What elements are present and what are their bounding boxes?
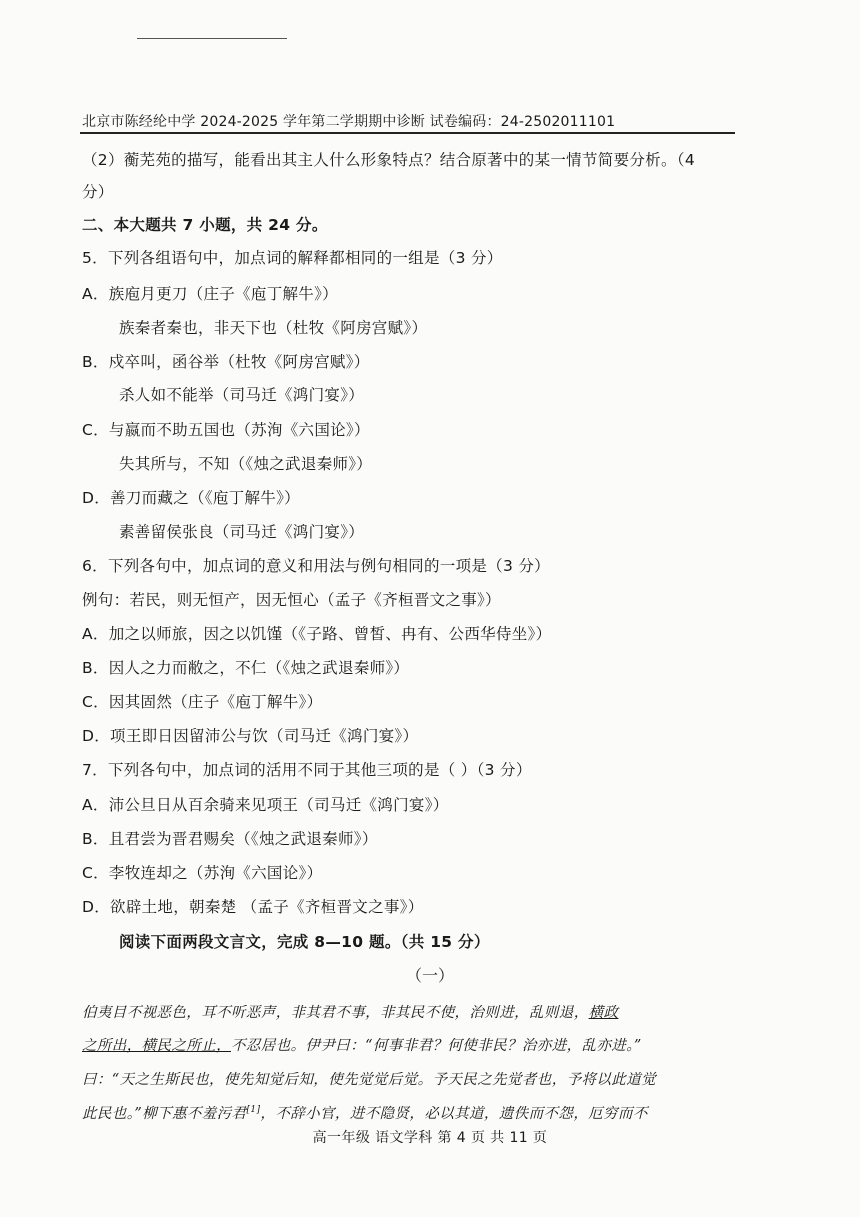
passage-line-2 [82,1034,762,1055]
q6-example: 例句：若民，则无恒产，因无恒心（孟子《齐桓晋文之事》） [82,591,501,609]
q5-option-b1: B．戍卒叫，函谷举（杜牧《阿房宫赋》） [82,353,370,371]
section2-title: 二、本大题共 7 小题，共 24 分。 [82,216,328,234]
passage-line-1 [82,1001,762,1022]
exam-header: 北京市陈经纶中学 2024-2025 学年第二学期期中诊断 试卷编码：24-2502011101 [82,114,616,130]
passage-text: ，不辞小官，进不隐贤，必以其道，遗佚而不怨，厄穷而不 [260,1106,648,1122]
footnote-marker: [1] [246,1105,261,1116]
q7-option-a: A．沛公旦日从百余骑来见项王（司马迁《鸿门宴》） [82,796,449,814]
reading-instruction: 阅读下面两段文言文，完成 8—10 题。（共 15 分） [119,933,490,951]
q5-option-d2: 素善留侯张良（司马迁《鸿门宴》） [119,523,365,541]
q4-2-line2: 分） [82,183,114,201]
passage-text: 伯夷目不视恶色，耳不听恶声，非其君不事，非其民不使，治则进，乱则退， [82,1005,589,1021]
q7-option-d: D．欲辟土地，朝秦楚 （孟子《齐桓晋文之事》） [82,898,424,916]
passage-underlined-text: 横政 [588,1005,619,1021]
q5-stem: 5．下列各组语句中，加点词的解释都相同的一组是（3 分） [82,249,503,267]
q4-2-line1: （2）蘅芜苑的描写，能看出其主人什么形象特点？结合原著中的某一情节简要分析。（4 [82,151,695,169]
passage-underlined-text: 之所出，横民之所止， [82,1038,231,1054]
q5-option-c1: C．与嬴而不助五国也（苏洵《六国论》） [82,421,370,439]
q7-stem: 7．下列各句中，加点词的活用不同于其他三项的是（ ）（3 分） [82,761,532,779]
passage-line-4 [82,1102,762,1123]
q5-option-d1: D．善刀而藏之（《庖丁解牛》） [82,489,300,507]
q5-option-a1: A．族庖月更刀（庄子《庖丁解牛》） [82,285,338,303]
q5-option-a2: 族秦者秦也，非天下也（杜牧《阿房宫赋》） [119,319,428,337]
q6-option-c: C．因其固然（庄子《庖丁解牛》） [82,693,323,711]
q7-option-c: C．李牧连却之（苏洵《六国论》） [82,864,323,882]
q6-option-d: D．项王即日因留沛公与饮（司马迁《鸿门宴》） [82,727,419,745]
passage-text: 不忍居也。伊尹曰：“何事非君？何使非民？治亦进，乱亦进。” [231,1038,642,1054]
q5-option-b2: 杀人如不能举（司马迁《鸿门宴》） [119,386,365,404]
q5-option-c2: 失其所与，不知（《烛之武退秦师》） [119,455,373,473]
page-footer: 高一年级 语文学科 第 4 页 共 11 页 [312,1130,548,1146]
passage-line-3: 曰：“天之生斯民也，使先知觉后知，使先觉觉后觉。予天民之先觉者也，予将以此道觉 [82,1072,657,1088]
passage-part-label: （一） [405,966,454,985]
header-rule [80,132,735,134]
q7-option-b: B．且君尝为晋君赐矣（《烛之武退秦师》） [82,830,378,848]
q6-option-a: A．加之以师旅，因之以饥馑（《子路、曾皙、冉有、公西华侍坐》） [82,625,552,643]
scan-mark [137,38,287,39]
q6-option-b: B．因人之力而敝之，不仁（《烛之武退秦师》） [82,659,410,677]
q6-stem: 6．下列各句中，加点词的意义和用法与例句相同的一项是（3 分） [82,557,550,575]
passage-text: 此民也。”柳下惠不羞污君 [82,1106,247,1122]
